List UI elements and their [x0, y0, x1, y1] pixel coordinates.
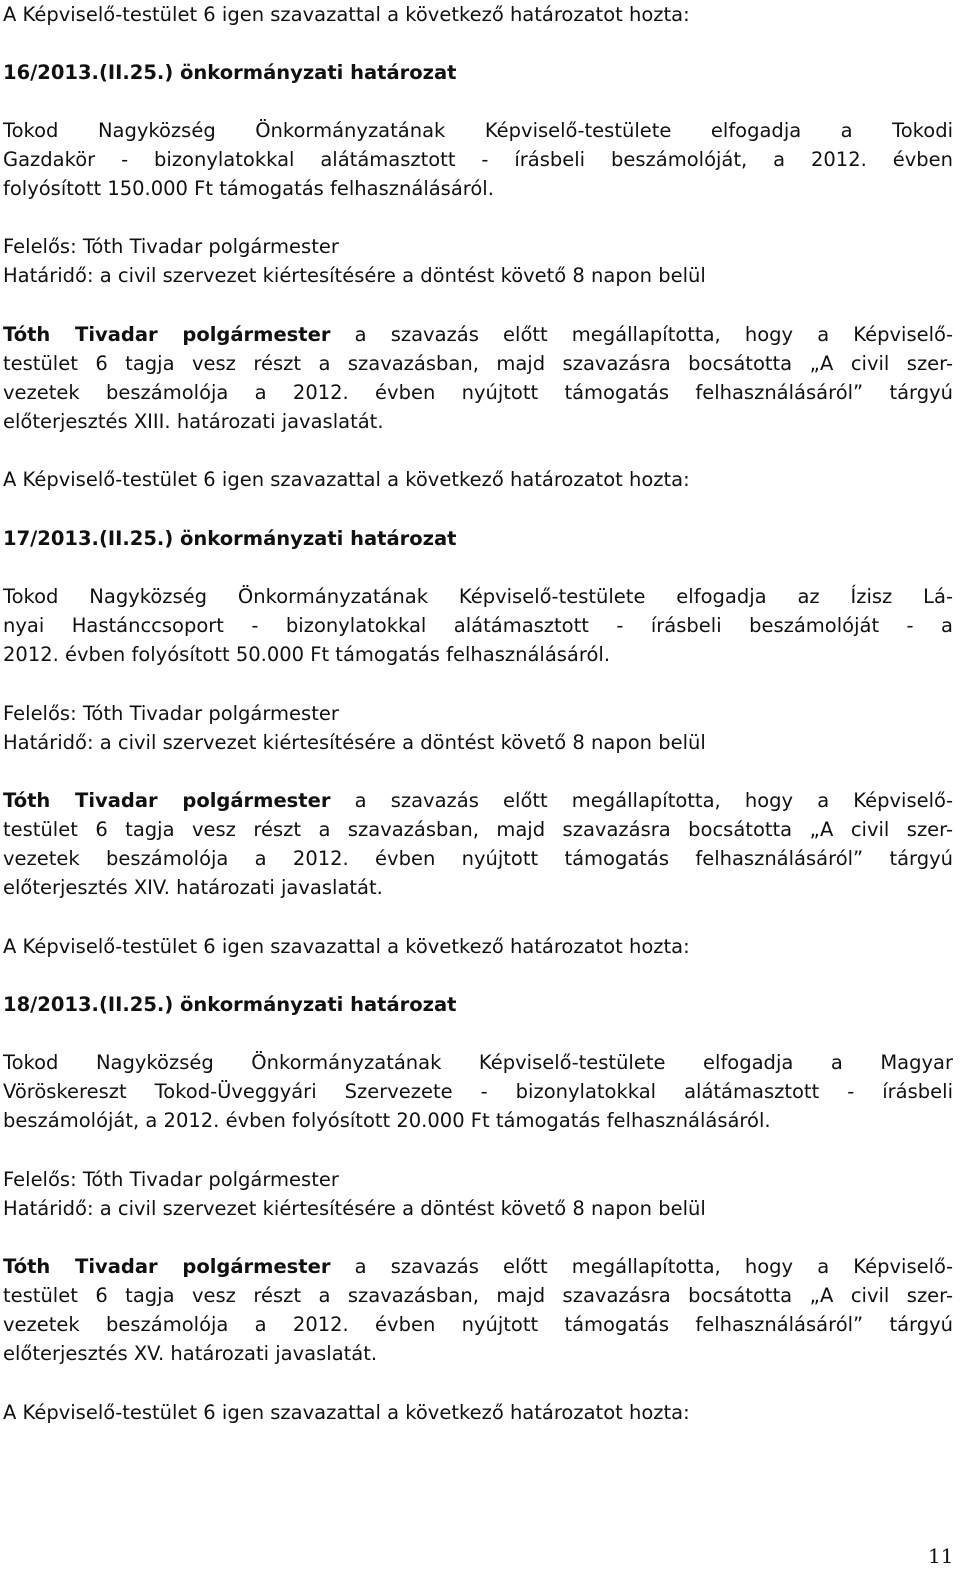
resolution-body-line: 2012. évben folyósított 50.000 Ft támogatás felhasználásáról. [3, 643, 611, 666]
resolution-body-line: Tokod Nagyközség Önkormányzatának Képviselő-testülete elfogadja az Ízisz Lá- [3, 585, 953, 608]
responsible-line: Felelős: Tóth Tivadar polgármester [3, 235, 339, 258]
page-number: 11 [928, 1544, 954, 1568]
vote-text-line: előterjesztés XIII. határozati javaslatát. [3, 410, 384, 433]
mayor-name: Tóth Tivadar polgármester [3, 323, 331, 346]
mayor-statement-text: a szavazás előtt megállapította, hogy a Képviselő- [330, 789, 953, 812]
mayor-name: Tóth Tivadar polgármester [3, 1255, 331, 1278]
resolution-body-line: nyai Hastánccsoport - bizonylatokkal alátámasztott - írásbeli beszámolóját - a [3, 614, 953, 637]
responsible-line: Felelős: Tóth Tivadar polgármester [3, 702, 339, 725]
mayor-statement-line [3, 786, 953, 816]
vote-text-line: vezetek beszámolója a 2012. évben nyújtott támogatás felhasználásáról” tárgyú [3, 381, 953, 404]
resolution-body-line: Gazdakör - bizonylatokkal alátámasztott - írásbeli beszámolóját, a 2012. évben [3, 148, 953, 171]
vote-text-line: vezetek beszámolója a 2012. évben nyújtott támogatás felhasználásáról” tárgyú [3, 1313, 953, 1336]
mayor-name: Tóth Tivadar polgármester [3, 789, 331, 812]
responsible-line: Felelős: Tóth Tivadar polgármester [3, 1168, 339, 1191]
resolution-body-line: Vöröskereszt Tokod-Üveggyári Szervezete - bizonylatokkal alátámasztott - írásbeli [3, 1080, 953, 1103]
resolution-body-line: Tokod Nagyközség Önkormányzatának Képviselő-testülete elfogadja a Tokodi [3, 119, 953, 142]
vote-text-line: vezetek beszámolója a 2012. évben nyújtott támogatás felhasználásáról” tárgyú [3, 847, 953, 870]
deadline-line: Határidő: a civil szervezet kiértesítésére a döntést követő 8 napon belül [3, 1197, 706, 1220]
vote-result-line: A Képviselő-testület 6 igen szavazattal a következő határozatot hozta: [3, 935, 690, 958]
mayor-statement-text: a szavazás előtt megállapította, hogy a Képviselő- [330, 1255, 953, 1278]
resolution-body-line: Tokod Nagyközség Önkormányzatának Képviselő-testülete elfogadja a Magyar [3, 1051, 953, 1074]
deadline-line: Határidő: a civil szervezet kiértesítésére a döntést követő 8 napon belül [3, 264, 706, 287]
mayor-statement-text: a szavazás előtt megállapította, hogy a Képviselő- [330, 323, 953, 346]
vote-text-line: testület 6 tagja vesz részt a szavazásban, majd szavazásra bocsátotta „A civil szer- [3, 352, 953, 375]
vote-text-line: előterjesztés XV. határozati javaslatát. [3, 1342, 378, 1365]
mayor-statement-line [3, 1252, 953, 1282]
vote-result-line: A Képviselő-testület 6 igen szavazattal a következő határozatot hozta: [3, 1401, 690, 1424]
mayor-statement-line [3, 320, 953, 350]
vote-result-line: A Képviselő-testület 6 igen szavazattal a következő határozatot hozta: [3, 468, 690, 491]
resolution-body-line: folyósított 150.000 Ft támogatás felhasználásáról. [3, 177, 494, 200]
resolution-number: 18/2013.(II.25.) önkormányzati határozat [3, 993, 457, 1016]
resolution-body-line: beszámolóját, a 2012. évben folyósított 20.000 Ft támogatás felhasználásáról. [3, 1109, 771, 1132]
intro-vote-line: A Képviselő-testület 6 igen szavazattal a következő határozatot hozta: [3, 3, 690, 26]
vote-text-line: testület 6 tagja vesz részt a szavazásban, majd szavazásra bocsátotta „A civil szer- [3, 818, 953, 841]
vote-text-line: testület 6 tagja vesz részt a szavazásban, majd szavazásra bocsátotta „A civil szer- [3, 1284, 953, 1307]
resolution-number: 17/2013.(II.25.) önkormányzati határozat [3, 527, 457, 550]
vote-text-line: előterjesztés XIV. határozati javaslatát. [3, 876, 383, 899]
deadline-line: Határidő: a civil szervezet kiértesítésére a döntést követő 8 napon belül [3, 731, 706, 754]
resolution-number: 16/2013.(II.25.) önkormányzati határozat [3, 61, 457, 84]
